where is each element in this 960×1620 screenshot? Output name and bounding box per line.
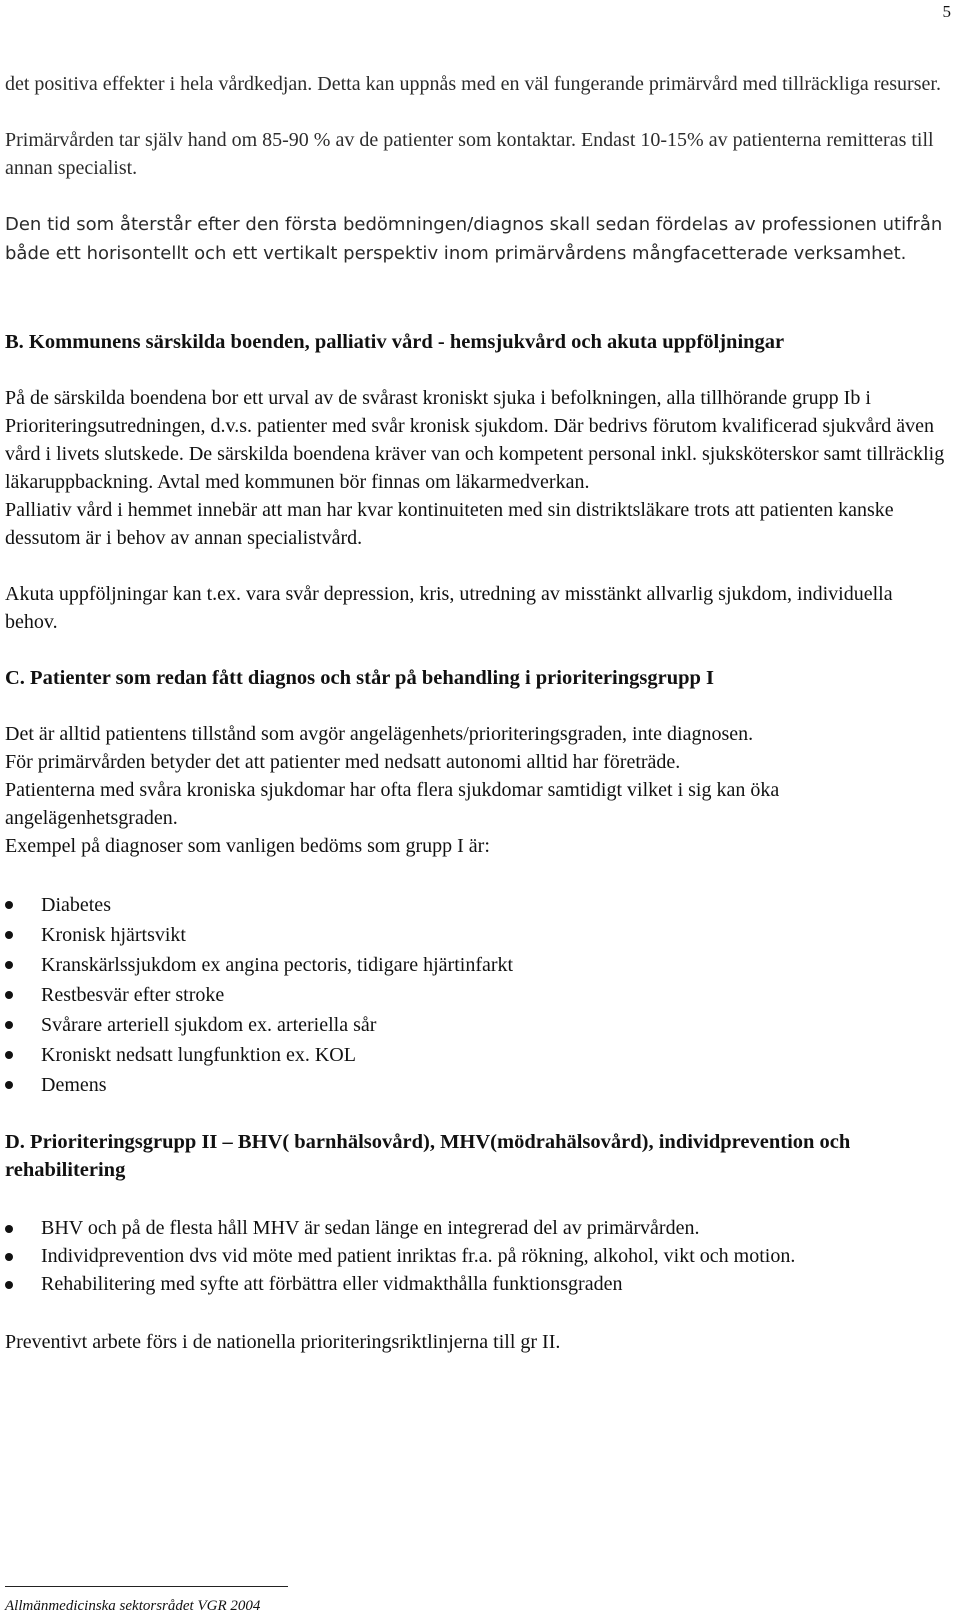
bullet-icon — [5, 931, 13, 939]
bullet-icon — [5, 1253, 13, 1261]
section-c-paragraph-3: Patienterna med svåra kroniska sjukdomar har ofta flera sjukdomar samtidigt vilket i sig kan öka angelägenhetsgraden. — [5, 779, 780, 829]
list-item: Kranskärlssjukdom ex angina pectoris, tidigare hjärtinfarkt — [5, 950, 945, 980]
intro-paragraph-2: Primärvården tar själv hand om 85-90 % av de patienter som kontaktar. Endast 10-15% av patienterna remitteras till annan specialist. — [5, 129, 934, 179]
section-c-paragraph-4: Exempel på diagnoser som vanligen bedöms som grupp I är: — [5, 835, 490, 857]
document-body — [5, 70, 945, 1356]
list-item: BHV och på de flesta håll MHV är sedan länge en integrerad del av primärvården. — [5, 1214, 945, 1242]
section-c-heading: C. Patienter som redan fått diagnos och står på behandling i prioriteringsgrupp I — [5, 667, 715, 689]
list-item: Kroniskt nedsatt lungfunktion ex. KOL — [5, 1040, 945, 1070]
list-item: Diabetes — [5, 890, 945, 920]
footnote-divider — [5, 1586, 288, 1587]
list-item: Individprevention dvs vid möte med patient inriktas fr.a. på rökning, alkohol, vikt och motion. — [5, 1242, 945, 1270]
bullet-icon — [5, 1281, 13, 1289]
list-item: Demens — [5, 1070, 945, 1100]
section-d-heading: D. Prioriteringsgrupp II – BHV( barnhälsovård), MHV(mödrahälsovård), individprevention och rehabilitering — [5, 1131, 851, 1181]
section-c-paragraph-1: Det är alltid patientens tillstånd som avgör angelägenhets/prioriteringsgraden, inte diagnosen. — [5, 723, 754, 745]
bullet-icon — [5, 961, 13, 969]
section-b-paragraph-2: Palliativ vård i hemmet innebär att man har kvar kontinuiteten med sin distriktsläkare trots att patienten kanske dessutom är i behov av annan specialistvård. — [5, 499, 894, 549]
bullet-icon — [5, 1081, 13, 1089]
bullet-icon — [5, 1225, 13, 1233]
list-item: Svårare arteriell sjukdom ex. arteriella sår — [5, 1010, 945, 1040]
page-number: 5 — [942, 2, 951, 21]
footer-text: Allmänmedicinska sektorsrådet VGR 2004 — [5, 1598, 261, 1614]
section-d-closing: Preventivt arbete förs i de nationella prioriteringsriktlinjerna till gr II. — [5, 1331, 561, 1353]
list-item: Restbesvär efter stroke — [5, 980, 945, 1010]
list-item: Kronisk hjärtsvikt — [5, 920, 945, 950]
intro-paragraph-3: Den tid som återstår efter den första bedömningen/diagnos skall sedan fördelas av professionen utifrån både ett horisontellt och ett vertikalt perspektiv inom primärvårdens mångfacetterade verksamhet. — [5, 214, 943, 264]
bullet-icon — [5, 1021, 13, 1029]
section-b-paragraph-1: På de särskilda boendena bor ett urval av de svårast kroniskt sjuka i befolkningen, alla tillhörande grupp Ib i Prioriteringsutredningen, d.v.s. patienter med svår kronisk sjukdom. Där bedrivs förutom kvalificerad sjukvård även vård i livets slutskede. De särskilda boendena kräver van och kompetent personal inkl. sjuksköterskor samt tillräcklig läkaruppbackning. Avtal med kommunen bör finnas om läkarmedverkan. — [5, 387, 945, 493]
bullet-icon — [5, 1051, 13, 1059]
bullet-icon — [5, 901, 13, 909]
section-c-paragraph-2: För primärvården betyder det att patienter med nedsatt autonomi alltid har företräde. — [5, 751, 681, 773]
diagnosis-list — [5, 890, 945, 1100]
list-item: Rehabilitering med syfte att förbättra eller vidmakthålla funktionsgraden — [5, 1270, 945, 1298]
group-ii-list — [5, 1214, 945, 1298]
section-b-paragraph-3: Akuta uppföljningar kan t.ex. vara svår depression, kris, utredning av misstänkt allvarlig sjukdom, individuella behov. — [5, 583, 893, 633]
bullet-icon — [5, 991, 13, 999]
intro-paragraph-1: det positiva effekter i hela vårdkedjan. Detta kan uppnås med en väl fungerande primärvård med tillräckliga resurser. — [5, 73, 941, 95]
section-b-heading: B. Kommunens särskilda boenden, palliativ vård - hemsjukvård och akuta uppföljningar — [5, 331, 785, 353]
